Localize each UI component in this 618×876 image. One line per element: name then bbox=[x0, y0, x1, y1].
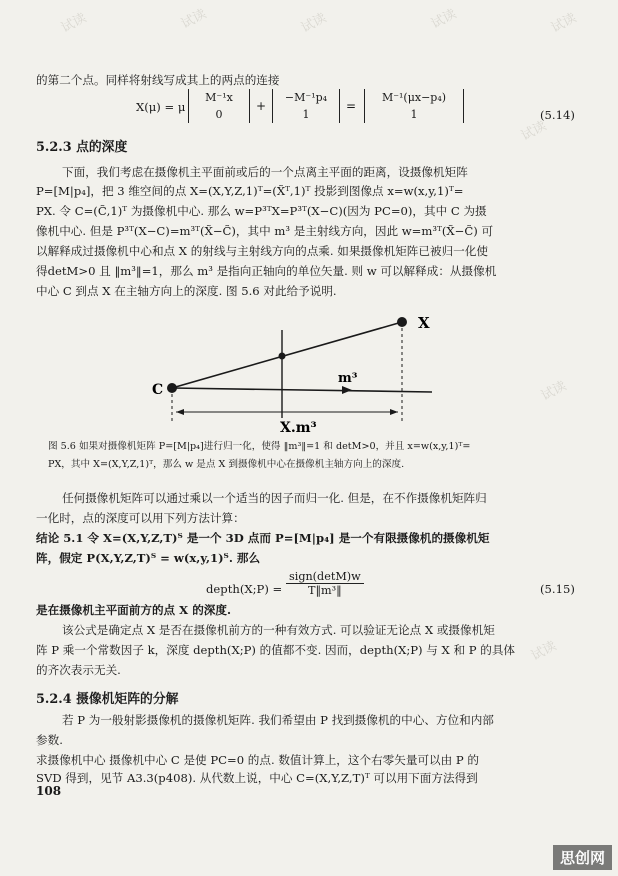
point-C bbox=[167, 383, 177, 393]
point-X bbox=[397, 317, 407, 327]
matrix-cell: M⁻¹(μx−p₄) bbox=[381, 91, 447, 104]
arrowhead-left bbox=[176, 409, 184, 415]
text-line: 任何摄像机矩阵可以通过乘以一个适当的因子而归一化. 但是，在不作摄像机矩阵归 bbox=[62, 491, 487, 505]
eq-lhs: X(μ) = μ bbox=[136, 100, 186, 114]
watermark: 试读 bbox=[298, 10, 329, 36]
eq-matrix-1 bbox=[188, 89, 250, 123]
eq-numerator: sign(detM)w bbox=[286, 570, 364, 584]
eq-fraction bbox=[286, 570, 364, 597]
text-line: 中心 C 到点 X 在主轴方向上的深度. 图 5.6 对此给予说明. bbox=[36, 284, 337, 298]
watermark: 试读 bbox=[548, 10, 579, 36]
section-heading: 5.2.3 点的深度 bbox=[36, 140, 128, 155]
matrix-cell: 1 bbox=[302, 108, 310, 121]
eq-matrix-2 bbox=[272, 89, 340, 123]
text-line: 的第二个点。同样将射线写成其上的两点的连接 bbox=[36, 73, 280, 87]
arrowhead-right bbox=[390, 409, 398, 415]
matrix-cell: 1 bbox=[410, 108, 418, 121]
result-statement: 是在摄像机主平面前方的点 X 的深度. bbox=[36, 603, 232, 617]
site-logo: 思创网 bbox=[553, 845, 612, 870]
eq-number: (5.14) bbox=[540, 108, 575, 122]
m3-arrowhead bbox=[342, 386, 352, 394]
figure-5-6 bbox=[0, 300, 618, 440]
text-line: 的齐次表示无关. bbox=[36, 663, 121, 677]
matrix-cell: M⁻¹x bbox=[205, 91, 233, 104]
text-line: PX. 令 C=(C̃,1)ᵀ 为摄像机中心. 那么 w=P³ᵀX=P³ᵀ(X−C)(因为 PC=0)，其中 C 为摄 bbox=[36, 204, 487, 218]
principal-axis bbox=[172, 388, 432, 392]
eq-plus: + bbox=[256, 99, 267, 113]
text-line: 像机中心. 但是 P³ᵀ(X−C)=m³ᵀ(X̃−C̃)，其中 m³ 是主射线方向，因此 w=m³ᵀ(X̃−C̃) 可 bbox=[36, 224, 494, 238]
text-line: 阵 P 乘一个常数因子 k，深度 depth(X;P) 的值都不变. 因而，depth(X;P) 与 X 和 P 的具体 bbox=[36, 643, 516, 657]
text-line: 该公式是确定点 X 是否在摄像机前方的一种有效方式. 可以验证无论点 X 或摄像机矩 bbox=[62, 623, 495, 637]
watermark: 试读 bbox=[428, 6, 459, 32]
text-line: SVD 得到，见节 A3.3(p408). 从代数上说，中心 C=(X,Y,Z,T)ᵀ 可以用下面方法得到 bbox=[36, 771, 478, 785]
page-number: 108 bbox=[36, 784, 62, 798]
figure-caption: 图 5.6 如果对摄像机矩阵 P=[M|p₄]进行归一化，使得 ‖m³‖=1 和 detM>0，并且 x=w(x,y,1)ᵀ= bbox=[48, 441, 471, 452]
result-statement: 阵，假定 P(X,Y,Z,T)ᵀ = w(x,y,1)ᵀ. 那么 bbox=[36, 551, 261, 565]
label-m3: m³ bbox=[338, 371, 358, 386]
watermark: 试读 bbox=[178, 6, 209, 32]
label-X: X bbox=[418, 314, 430, 332]
text-line: 若 P 为一般射影摄像机的摄像机矩阵. 我们希望由 P 找到摄像机的中心、方位和内部 bbox=[62, 713, 494, 727]
watermark: 试读 bbox=[528, 638, 559, 664]
intersection-point bbox=[279, 353, 286, 360]
eq-lhs: depth(X;P) = bbox=[206, 582, 283, 596]
watermark: 试读 bbox=[538, 378, 569, 404]
label-Xm3: X.m³ bbox=[280, 420, 317, 436]
text-line: 求摄像机中心 摄像机中心 C 是使 PC=0 的点. 数值计算上，这个右零矢量可以由 P 的 bbox=[36, 753, 480, 767]
watermark: 试读 bbox=[518, 118, 549, 144]
text-line: P=[M|p₄]，把 3 维空间的点 X=(X,Y,Z,1)ᵀ=(X̃ᵀ,1)ᵀ 投影到图像点 x=w(x,y,1)ᵀ= bbox=[36, 184, 464, 198]
result-statement: 结论 5.1 令 X=(X,Y,Z,T)ᵀ 是一个 3D 点而 P=[M|p₄] 是一个有限摄像机的摄像机矩 bbox=[36, 531, 490, 545]
section-heading: 5.2.4 摄像机矩阵的分解 bbox=[36, 692, 179, 707]
text-line: 下面，我们考虑在摄像机主平面前或后的一个点离主平面的距离，设摄像机矩阵 bbox=[62, 165, 468, 179]
ray-to-X bbox=[172, 322, 402, 388]
matrix-cell: 0 bbox=[215, 108, 223, 121]
eq-equals: = bbox=[346, 99, 357, 113]
text-line: 参数. bbox=[36, 733, 63, 747]
watermark: 试读 bbox=[58, 10, 89, 36]
text-line: 一化时，点的深度可以用下列方法计算： bbox=[36, 511, 245, 525]
text-line: 得detM>0 且 ‖m³‖=1，那么 m³ 是指向正轴向的单位矢量. 则 w 可以解释成：从摄像机 bbox=[36, 264, 497, 278]
eq-matrix-3 bbox=[364, 89, 464, 123]
eq-denominator: T‖m³‖ bbox=[307, 584, 342, 597]
label-C: C bbox=[152, 382, 164, 398]
matrix-cell: −M⁻¹p₄ bbox=[284, 91, 328, 104]
eq-number: (5.15) bbox=[540, 582, 575, 596]
figure-caption: PX，其中 X=(X,Y,Z,1)ᵀ，那么 w 是点 X 到摄像机中心在摄像机主轴方向上的深度. bbox=[48, 459, 405, 470]
text-line: 以解释成过摄像机中心和点 X 的射线与主射线方向的点乘. 如果摄像机矩阵已被归一化使 bbox=[36, 244, 488, 258]
